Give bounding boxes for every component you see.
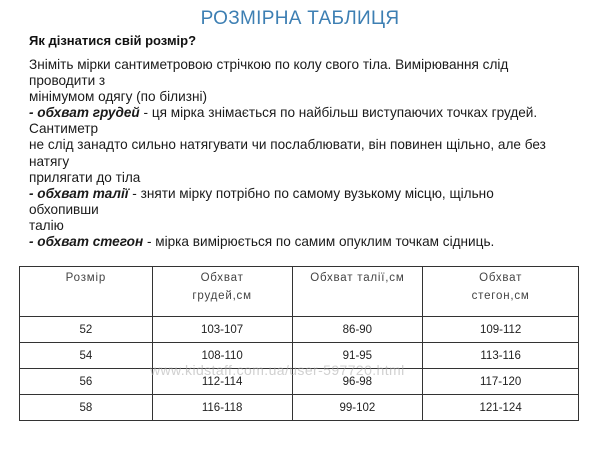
chest-cell: 112-114: [152, 369, 292, 395]
hips-description: - мірка вимірюється по самим опуклим точкам сідниць.: [143, 234, 495, 250]
size-cell: 58: [20, 395, 153, 421]
instruction-line: Зніміть мірки сантиметровою стрічкою по колу свого тіла. Вимірювання слід: [29, 57, 509, 72]
size-chart-table: [19, 266, 579, 421]
chest-cell: 116-118: [152, 395, 292, 421]
size-cell: 52: [20, 317, 153, 343]
waist-cell: 86-90: [292, 317, 423, 343]
waist-cell: 99-102: [292, 395, 423, 421]
instruction-line: прилягати до тіла: [29, 169, 141, 185]
hips-cell: 113-116: [423, 343, 579, 369]
size-cell: 56: [20, 369, 153, 395]
hips-cell: 109-112: [423, 317, 579, 343]
waist-column-header: [292, 267, 423, 317]
hips-header-line2: стегон,см: [471, 290, 530, 302]
waist-header-text: Обхват талії,см: [310, 272, 405, 284]
chest-description: - ця мірка знімається по найбільш виступаючих точках грудей.: [139, 105, 538, 121]
waist-cell: 91-95: [292, 343, 423, 369]
hips-column-header: [423, 267, 579, 317]
hips-instruction: [29, 234, 589, 250]
table-row: [20, 317, 579, 343]
page-title: РОЗМІРНА ТАБЛИЦЯ: [200, 8, 400, 29]
instruction-line: проводити з: [29, 73, 106, 89]
instruction-line: натягу: [29, 153, 70, 169]
chest-instruction: [29, 105, 589, 121]
instruction-line: не слід занадто сильно натягувати чи послаблювати, він повинен щільно, але без: [29, 137, 546, 153]
waist-instruction: [29, 186, 589, 202]
size-cell: 54: [20, 343, 153, 369]
chest-term: - обхват грудей: [29, 105, 140, 121]
chest-column-header: [152, 267, 292, 317]
table-row: [20, 343, 579, 369]
hips-header-line1: Обхват: [479, 272, 523, 284]
watermark: www.kidstaff.com.ua/user-597720.html: [150, 362, 405, 378]
chest-cell: 108-110: [152, 343, 292, 369]
waist-term: - обхват талії: [29, 185, 129, 201]
waist-description: - зняти мірку потрібно по самому вузькому місцю, щільно: [128, 185, 494, 201]
chest-cell: 103-107: [152, 317, 292, 343]
chest-header-line2: грудей,см: [192, 290, 252, 302]
table-header-row: [20, 267, 579, 317]
table-row: [20, 369, 579, 395]
size-column-header: [20, 267, 153, 317]
instruction-line: обхопивши: [29, 201, 99, 217]
hips-cell: 117-120: [423, 369, 579, 395]
how-to-find-size-heading: Як дізнатися свій розмір?: [29, 33, 197, 48]
chest-header-line1: Обхват: [200, 272, 244, 284]
instruction-line: Сантиметр: [29, 121, 99, 137]
instruction-line: мінімумом одягу (по білизні): [29, 89, 207, 105]
table-row: [20, 395, 579, 421]
hips-cell: 121-124: [423, 395, 579, 421]
waist-cell: 96-98: [292, 369, 423, 395]
instruction-line: талію: [29, 217, 64, 233]
hips-term: - обхват стегон: [29, 234, 144, 250]
measurement-instructions: [29, 57, 589, 250]
size-header-text: Розмір: [65, 272, 107, 284]
